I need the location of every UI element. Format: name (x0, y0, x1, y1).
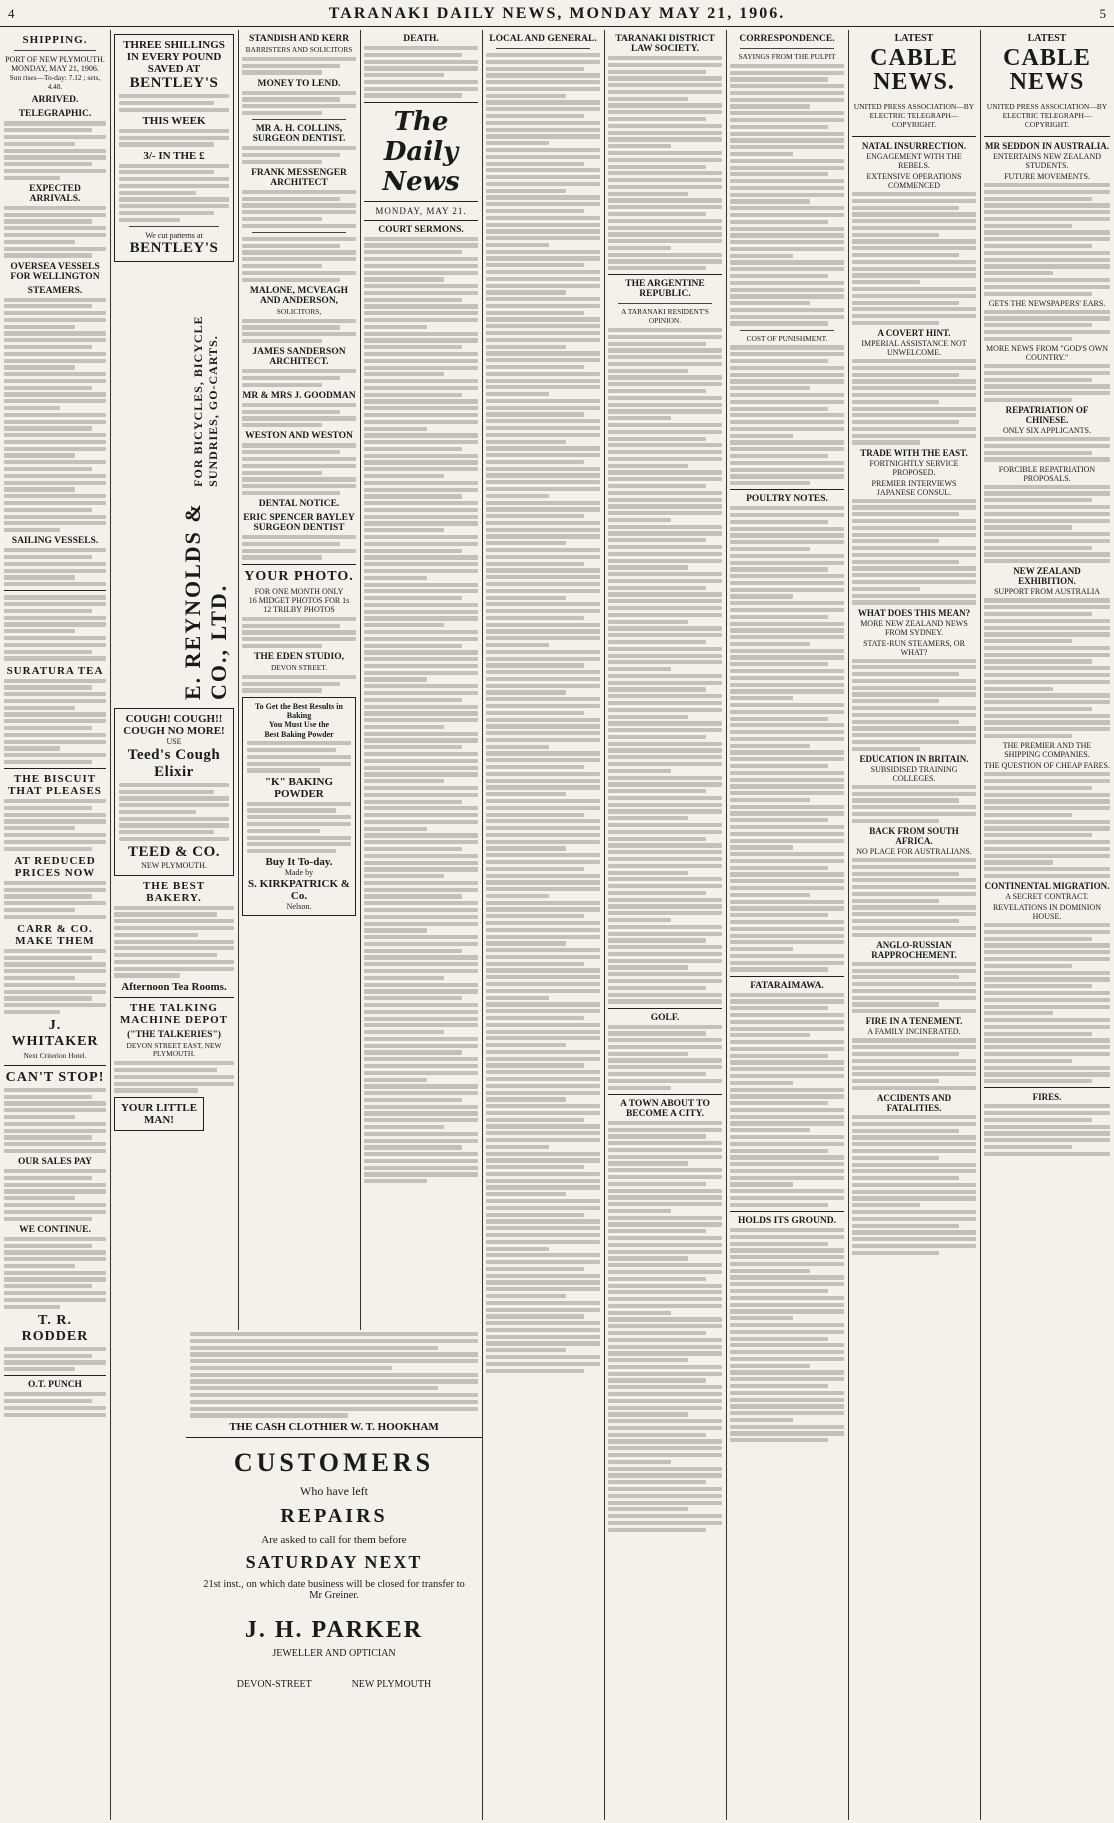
column-shipping (0, 30, 110, 1820)
text-block (242, 146, 356, 164)
argentine-sub: A TARANAKI RESIDENT'S OPINION. (621, 307, 709, 326)
divider (242, 564, 356, 565)
talking-sub: ("THE TALKERIES") (127, 1029, 221, 1040)
ad-line: Made by (284, 868, 314, 878)
divider (496, 48, 590, 49)
reduced-prices-title: AT REDUCED PRICES NOW (14, 854, 96, 879)
overseas-heading: OVERSEA VESSELS FOR WELLINGTON (10, 261, 100, 282)
anglo-title: ANGLO-RUSSIAN RAPPROCHEMENT. (871, 939, 957, 960)
ad-line: NEW PLYMOUTH. (141, 861, 207, 871)
text-block (852, 858, 976, 937)
editorial-date: MONDAY, MAY 21. (375, 205, 467, 216)
ad-line: USE (166, 737, 182, 747)
teed-co: TEED & CO. (127, 844, 221, 861)
photo-title: YOUR PHOTO. (244, 568, 354, 584)
text-block (119, 129, 229, 147)
text-block (242, 91, 356, 116)
natal-sub: ENGAGEMENT WITH THE REBELS. (866, 152, 962, 170)
photo-midget: 16 MIDGET PHOTOS FOR 1s (248, 596, 350, 605)
whitaker-title: J. WHITAKER (11, 1018, 99, 1050)
cable-sub: UNITED PRESS ASSOCIATION—BY ELECTRIC TELEGRAPH—COPYRIGHT. (986, 101, 1108, 129)
ad-line: You Must Use the (268, 720, 330, 730)
text-block (4, 1169, 106, 1221)
text-block (486, 53, 600, 1373)
text-block (4, 206, 106, 258)
text-block (730, 345, 844, 485)
family-sub: A FAMILY INCINERATED. (867, 1027, 961, 1037)
newspapers-sub: GETS THE NEWSPAPERS' EARS. (988, 298, 1106, 308)
text-block (984, 772, 1110, 878)
text-block (608, 1025, 722, 1090)
trade-title: TRADE WITH THE EAST. (860, 447, 968, 458)
text-block (242, 319, 356, 344)
text-block (852, 962, 976, 1014)
talking-title: THE TALKING MACHINE DEPOT (119, 1001, 229, 1026)
text-block (4, 548, 106, 586)
ad-line: "K" BAKING POWDER (264, 775, 334, 800)
text-block (242, 443, 356, 495)
reynolds-ad (180, 270, 232, 700)
column-editorial (360, 30, 482, 1820)
back-sa-title: BACK FROM SOUTH AFRICA. (869, 825, 959, 846)
text-block (114, 1061, 234, 1092)
text-block (730, 64, 844, 326)
support-sub: SUPPORT FROM AUSTRALIA (993, 587, 1101, 597)
text-block (364, 46, 478, 98)
teeds-name: Teed's Cough Elixir (127, 746, 221, 780)
ad-line: YOUR LITTLE MAN! (120, 1101, 198, 1126)
text-block (730, 993, 844, 1207)
text-block (119, 164, 229, 222)
steamers-heading: STEAMERS. (27, 285, 83, 296)
ad-line: Buy It To-day. (265, 856, 333, 869)
premier-sub: PREMIER INTERVIEWS JAPANESE CONSUL. (871, 478, 957, 497)
seddon-title: MR SEDDON IN AUSTRALIA. (984, 141, 1110, 151)
repatriation-title: REPATRIATION OF CHINESE. (1005, 405, 1089, 426)
money-title: MONEY TO LEND. (257, 78, 341, 89)
ad-line: COUGH NO MORE! (123, 725, 225, 738)
parker-sub: JEWELLER AND OPTICIAN (272, 1647, 396, 1659)
text-block (608, 1121, 722, 1532)
eden-devon: DEVON STREET. (270, 663, 328, 673)
cost-title: COST OF PUNISHMENT. (746, 333, 828, 343)
local-title: LOCAL AND GENERAL. (489, 34, 597, 44)
column-society (604, 30, 726, 1820)
text-block (364, 237, 478, 1184)
transfer-note: 21st inst., on which date business will be closed for transfer to Mr Greiner. (203, 1578, 465, 1601)
ad-line: COUGH! COUGH!! (125, 713, 223, 726)
text-block (4, 1392, 106, 1417)
forcible-sub: FORCIBLE REPATRIATION PROPOSALS. (998, 464, 1096, 483)
text-block (4, 949, 106, 1014)
malone-sub: SOLICITORS, (276, 306, 322, 316)
text-block (4, 121, 106, 179)
pulpit-title: SAYINGS FROM THE PULPIT (738, 52, 836, 61)
column-local (482, 30, 604, 1820)
divider (740, 48, 834, 49)
standish-sub: BARRISTERS AND SOLICITORS (245, 45, 353, 54)
page-number-right: 5 (1099, 6, 1106, 21)
ad-line: We cut patterns at (145, 230, 203, 240)
text-block (608, 56, 722, 270)
text-block (242, 675, 356, 693)
eden-title: THE EDEN STUDIO, (253, 652, 344, 663)
cable-sub: UNITED PRESS ASSOCIATION—BY ELECTRIC TELEGRAPH—COPYRIGHT. (853, 101, 975, 129)
goodman-title: MR & MRS J. GOODMAN (242, 390, 356, 401)
divider (608, 1094, 722, 1095)
text-block (984, 310, 1110, 341)
no-place-sub: NO PLACE FOR AUSTRALIANS. (856, 846, 972, 856)
tea-ad-title: SURATURA TEA (6, 664, 104, 677)
cant-stop-title: CAN'T STOP! (5, 1069, 105, 1085)
golf-title: GOLF. (650, 1012, 680, 1023)
text-block (4, 298, 106, 533)
divider (4, 768, 106, 769)
cheap-fares-sub: THE QUESTION OF CHEAP FARES. (984, 761, 1111, 771)
ad-line: 3/- IN THE £ (143, 149, 205, 162)
text-block (852, 499, 976, 605)
text-block (852, 659, 976, 751)
hookham-line: THE CASH CLOTHIER W. T. HOOKHAM (229, 1420, 439, 1433)
divider (730, 489, 844, 490)
masthead (0, 0, 1114, 27)
divider (364, 220, 478, 221)
cable-news-title: CABLE NEWS (1003, 45, 1091, 95)
arrived-heading: ARRIVED. (31, 95, 79, 106)
gods-own-sub: MORE NEWS FROM "GOD'S OWN COUNTRY." (985, 344, 1109, 362)
text-block (247, 741, 351, 772)
six-sub: ONLY SIX APPLICANTS. (1002, 426, 1092, 436)
photo-trilby: 12 TRILBY PHOTOS (263, 605, 335, 615)
text-block (984, 437, 1110, 462)
future-sub: FUTURE MOVEMENTS. (1004, 172, 1090, 181)
text-block (242, 237, 356, 282)
date-line: MONDAY, MAY 21, 1906. (11, 64, 99, 74)
town-title: A TOWN ABOUT TO BECOME A CITY. (620, 1098, 710, 1119)
text-block (984, 183, 1110, 296)
saturday-next: SATURDAY NEXT (245, 1551, 423, 1572)
society-title: TARANAKI DISTRICT LAW SOCIETY. (615, 34, 715, 54)
text-block (852, 192, 976, 325)
expected-heading: EXPECTED ARRIVALS. (29, 183, 81, 204)
malone-title: MALONE, MCVEAGH AND ANDERSON, (249, 285, 349, 306)
little-man-ad (114, 1097, 204, 1131)
text-block (4, 1088, 106, 1153)
column-correspondence (726, 30, 848, 1820)
text-block (242, 190, 356, 228)
text-block (242, 617, 356, 648)
biscuit-ad-title: THE BISCUIT THAT PLEASES (8, 773, 102, 798)
text-block (242, 369, 356, 387)
text-block (4, 679, 106, 765)
talking-addr: DEVON STREET EAST, NEW PLYMOUTH. (126, 1040, 222, 1059)
text-block (242, 403, 356, 428)
argentine-title: THE ARGENTINE REPUBLIC. (625, 279, 705, 300)
text-block (4, 1347, 106, 1372)
parker-name: J. H. PARKER (244, 1616, 424, 1643)
text-block (4, 881, 106, 919)
text-block (984, 485, 1110, 564)
parker-address: DEVON-STREET NEW PLYMOUTH (236, 1678, 432, 1690)
divider (852, 136, 976, 137)
carr-title: CARR & CO. MAKE THEM (15, 922, 95, 947)
text-block (852, 359, 976, 445)
daily-news-logo: The Daily News (382, 106, 460, 197)
afternoon-tea: Afternoon Tea Rooms. (121, 980, 227, 993)
exhibition-title: NEW ZEALAND EXHIBITION. (1013, 566, 1081, 587)
collins-title: MR A. H. COLLINS, SURGEON DENTIST. (252, 124, 346, 145)
punch-title: O.T. PUNCH (28, 1380, 82, 1391)
accidents-title: ACCIDENTS AND FATALITIES. (876, 1093, 952, 1114)
baking-ad (242, 697, 356, 916)
reynolds-goods: FOR BICYCLES, BICYCLE SUNDRIES, GO-CARTS. (191, 315, 220, 487)
education-title: EDUCATION IN BRITAIN. (859, 753, 969, 764)
divider (114, 997, 234, 998)
masthead-title: TARANAKI DAILY NEWS, MONDAY MAY 21, 1906. (328, 5, 786, 22)
telegraphic-heading: TELEGRAPHIC. (18, 109, 92, 120)
divider (364, 201, 478, 202)
ad-line: SAVED AT (147, 63, 201, 75)
latest-label: LATEST (1027, 33, 1067, 44)
fataraimawa-title: FATARAIMAWA. (750, 980, 824, 991)
subsidised-sub: SUBSIDISED TRAINING COLLEGES. (870, 764, 958, 783)
text-block (984, 598, 1110, 738)
poultry-title: POULTRY NOTES. (746, 494, 828, 505)
bakery-title: THE BEST BAKERY. (142, 879, 206, 904)
corr-title: CORRESPONDENCE. (739, 34, 835, 44)
divider (252, 232, 346, 233)
ad-line: Nelson. (286, 901, 312, 911)
ad-line: S. KIRKPATRICK & Co. (248, 877, 350, 902)
customers-title: CUSTOMERS (233, 1447, 435, 1477)
cover-hint-title: A COVERT HINT. (877, 328, 951, 339)
what-does-title: WHAT DOES THIS MEAN? (857, 607, 971, 618)
latest-label: LATEST (894, 33, 934, 44)
cough-ad (114, 708, 234, 875)
divider (618, 303, 712, 304)
divider (364, 102, 478, 103)
natal-sub2: EXTENSIVE OPERATIONS COMMENCED (866, 172, 962, 190)
sailing-heading: SAILING VESSELS. (11, 536, 99, 547)
text-block (730, 506, 844, 971)
migration-title: CONTINENTAL MIGRATION. (984, 881, 1110, 892)
premier-shipping-sub: THE PREMIER AND THE SHIPPING COMPANIES. (1002, 741, 1092, 760)
more-nz-sub: MORE NEW ZEALAND NEWS FROM SYDNEY. (860, 618, 968, 637)
ad-line: To Get the Best Results in Baking (255, 701, 343, 721)
ad-line: Best Baking Powder (264, 729, 334, 739)
text-block (119, 94, 229, 112)
divider (608, 1008, 722, 1009)
divider (252, 119, 346, 120)
text-block (114, 906, 234, 978)
divider (4, 1375, 106, 1376)
sanderson-title: JAMES SANDERSON ARCHITECT. (252, 347, 346, 368)
text-block (852, 785, 976, 823)
call-for: Are asked to call for them before (261, 1533, 407, 1546)
text-block (242, 535, 356, 560)
divider (730, 1211, 844, 1212)
revelations-sub: REVELATIONS IN DOMINION HOUSE. (993, 903, 1101, 922)
divider (984, 1087, 1110, 1088)
bentleys-ad (114, 34, 234, 262)
text-block (4, 799, 106, 851)
divider (4, 590, 106, 591)
repairs-title: REPAIRS (280, 1504, 388, 1527)
court-title: COURT SERMONS. (378, 224, 464, 235)
ad-line: IN EVERY POUND (126, 51, 222, 63)
text-block (984, 364, 1110, 402)
natal-title: NATAL INSURRECTION. (861, 141, 967, 151)
shipping-heading: SHIPPING. (22, 34, 88, 46)
holds-title: HOLDS ITS GROUND. (738, 1216, 836, 1226)
death-title: DEATH. (403, 34, 439, 44)
divider (608, 274, 722, 275)
photo-one-month: FOR ONE MONTH ONLY (254, 586, 344, 596)
page-number-left: 4 (8, 6, 15, 21)
port-line: PORT OF NEW PLYMOUTH. (5, 55, 105, 64)
reynolds-name: E. REYNOLDS & CO., LTD. (180, 502, 231, 700)
divider (984, 136, 1110, 137)
text-block (984, 923, 1110, 1083)
messenger-title: FRANK MESSENGER ARCHITECT (251, 167, 347, 188)
text-block (242, 57, 356, 75)
text-block (608, 328, 722, 1004)
divider (4, 1065, 106, 1066)
text-block (984, 1104, 1110, 1156)
ad-line: THIS WEEK (142, 114, 206, 127)
secret-sub: A SECRET CONTRACT. (1005, 892, 1089, 902)
text-block (852, 1038, 976, 1090)
column-cable-1 (848, 30, 980, 1820)
text-block (852, 1115, 976, 1255)
fire-title: FIRE IN A TENEMENT. (865, 1016, 963, 1027)
ad-line: THREE SHILLINGS (123, 39, 225, 51)
text-block (4, 595, 106, 660)
standish-title: STANDISH AND KERR (248, 34, 350, 44)
fires-title: FIRES. (1032, 1092, 1062, 1103)
state-run-sub: STATE-RUN STEAMERS, OR WHAT? (863, 638, 965, 657)
divider (730, 976, 844, 977)
fortnightly-sub: FORTNIGHTLY SERVICE PROPOSED. (869, 458, 959, 477)
who-left: Who have left (300, 1483, 368, 1498)
cable-news-title: CABLE NEWS. (870, 45, 958, 95)
rodder-title: T. R. RODDER (21, 1312, 89, 1344)
bayley-title: ERIC SPENCER BAYLEY SURGEON DENTIST (243, 513, 355, 534)
whitaker-sub: Next Criterion Hotel. (23, 1051, 87, 1061)
sun-rises: Sun rises—To-day: 7.12 ; sets, 4.48. (9, 72, 101, 91)
bentleys-name: BENTLEY'S (129, 240, 219, 257)
sales-pay-title: OUR SALES PAY (18, 1157, 92, 1168)
weston-title: WESTON AND WESTON (245, 431, 353, 442)
entertains-sub: ENTERTAINS NEW ZEALAND STUDENTS. (992, 152, 1102, 170)
text-block (247, 802, 351, 854)
dental-title: DENTAL NOTICE. (258, 499, 340, 510)
continue-title: WE CONTINUE. (19, 1224, 91, 1235)
text-block (4, 1237, 106, 1309)
text-block (730, 1228, 844, 1442)
column-cable-2 (980, 30, 1114, 1820)
imperial-sub: IMPERIAL ASSISTANCE NOT UNWELCOME. (861, 339, 967, 358)
text-block (119, 783, 229, 841)
divider (740, 330, 834, 331)
divider (14, 50, 96, 51)
bentleys-name: BENTLEY'S (129, 75, 219, 91)
divider (129, 226, 219, 227)
